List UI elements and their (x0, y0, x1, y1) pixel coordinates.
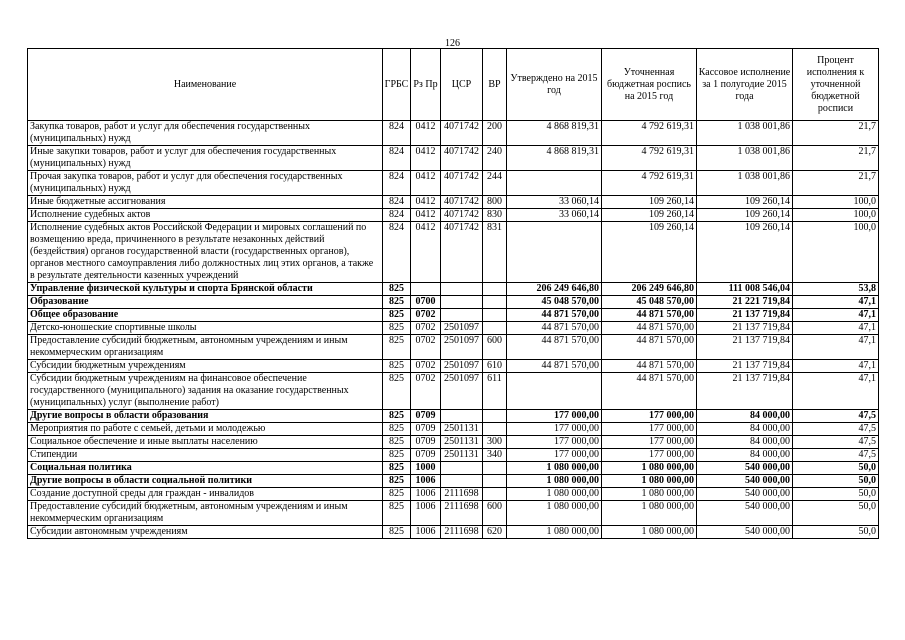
cell-name: Субсидии автономным учреждениям (28, 526, 383, 539)
cell-vr: 244 (483, 171, 507, 196)
cell-approved: 1 080 000,00 (507, 501, 602, 526)
table-row (28, 423, 879, 436)
table-row (28, 171, 879, 196)
table-body (28, 121, 879, 539)
table-row (28, 335, 879, 360)
cell-name: Субсидии бюджетным учреждениям на финансовое обеспечение государственного (муниципального) задания на оказание государственных (муниципальных) услуг (выполнение работ) (28, 373, 383, 410)
cell-approved: 177 000,00 (507, 449, 602, 462)
cell-csr: 4071742 (441, 171, 483, 196)
cell-percent: 21,7 (793, 146, 879, 171)
cell-rzpr: 0412 (411, 146, 441, 171)
cell-refined: 1 080 000,00 (602, 475, 697, 488)
table-row (28, 410, 879, 423)
cell-vr (483, 309, 507, 322)
header-rzpr: Рз Пр (411, 49, 441, 121)
cell-refined: 44 871 570,00 (602, 360, 697, 373)
cell-rzpr: 0709 (411, 436, 441, 449)
cell-vr: 240 (483, 146, 507, 171)
cell-vr: 600 (483, 501, 507, 526)
cell-percent: 50,0 (793, 488, 879, 501)
table-row (28, 462, 879, 475)
page-number: 126 (445, 38, 460, 49)
cell-approved (507, 373, 602, 410)
cell-rzpr: 0709 (411, 423, 441, 436)
cell-vr: 610 (483, 360, 507, 373)
cell-grbs: 824 (383, 171, 411, 196)
cell-grbs: 825 (383, 475, 411, 488)
cell-approved: 206 249 646,80 (507, 283, 602, 296)
cell-approved: 177 000,00 (507, 423, 602, 436)
cell-grbs: 825 (383, 309, 411, 322)
cell-grbs: 825 (383, 436, 411, 449)
cell-percent: 100,0 (793, 196, 879, 209)
cell-approved (507, 222, 602, 283)
cell-grbs: 825 (383, 423, 411, 436)
cell-refined: 177 000,00 (602, 449, 697, 462)
cell-cash: 21 137 719,84 (697, 360, 793, 373)
cell-csr: 2501131 (441, 423, 483, 436)
cell-percent: 53,8 (793, 283, 879, 296)
cell-grbs: 825 (383, 322, 411, 335)
cell-grbs: 824 (383, 146, 411, 171)
cell-vr (483, 462, 507, 475)
cell-csr: 4071742 (441, 209, 483, 222)
cell-cash: 21 137 719,84 (697, 373, 793, 410)
cell-percent: 50,0 (793, 526, 879, 539)
cell-csr (441, 410, 483, 423)
cell-percent: 47,5 (793, 410, 879, 423)
cell-name: Общее образование (28, 309, 383, 322)
cell-vr (483, 475, 507, 488)
header-vr: ВР (483, 49, 507, 121)
cell-name: Другие вопросы в области социальной политики (28, 475, 383, 488)
cell-cash: 21 137 719,84 (697, 335, 793, 360)
cell-cash: 109 260,14 (697, 209, 793, 222)
cell-approved: 1 080 000,00 (507, 526, 602, 539)
cell-approved: 45 048 570,00 (507, 296, 602, 309)
cell-vr: 600 (483, 335, 507, 360)
cell-grbs: 825 (383, 449, 411, 462)
cell-cash: 540 000,00 (697, 526, 793, 539)
cell-refined: 4 792 619,31 (602, 121, 697, 146)
header-percent: Процент исполнения к уточненной бюджетной росписи (793, 49, 879, 121)
cell-percent: 47,5 (793, 423, 879, 436)
cell-percent: 47,5 (793, 436, 879, 449)
cell-rzpr: 0412 (411, 171, 441, 196)
cell-rzpr (411, 283, 441, 296)
cell-grbs: 825 (383, 462, 411, 475)
cell-csr (441, 462, 483, 475)
table-row (28, 526, 879, 539)
table-row (28, 146, 879, 171)
cell-cash: 84 000,00 (697, 436, 793, 449)
cell-approved: 4 868 819,31 (507, 146, 602, 171)
table-row (28, 488, 879, 501)
cell-refined: 44 871 570,00 (602, 322, 697, 335)
cell-refined: 4 792 619,31 (602, 146, 697, 171)
cell-rzpr: 0702 (411, 335, 441, 360)
cell-csr: 4071742 (441, 121, 483, 146)
cell-name: Стипендии (28, 449, 383, 462)
cell-refined: 4 792 619,31 (602, 171, 697, 196)
cell-percent: 47,1 (793, 373, 879, 410)
cell-rzpr: 0702 (411, 360, 441, 373)
cell-name: Социальная политика (28, 462, 383, 475)
cell-refined: 45 048 570,00 (602, 296, 697, 309)
cell-vr (483, 296, 507, 309)
cell-name: Создание доступной среды для граждан - инвалидов (28, 488, 383, 501)
cell-name: Иные бюджетные ассигнования (28, 196, 383, 209)
cell-approved: 33 060,14 (507, 209, 602, 222)
cell-grbs: 825 (383, 283, 411, 296)
cell-cash: 540 000,00 (697, 475, 793, 488)
cell-approved: 44 871 570,00 (507, 335, 602, 360)
cell-refined: 44 871 570,00 (602, 335, 697, 360)
cell-grbs: 825 (383, 410, 411, 423)
cell-percent: 50,0 (793, 462, 879, 475)
cell-grbs: 825 (383, 526, 411, 539)
cell-grbs: 825 (383, 373, 411, 410)
cell-cash: 1 038 001,86 (697, 146, 793, 171)
cell-name: Мероприятия по работе с семьей, детьми и молодежью (28, 423, 383, 436)
cell-vr: 340 (483, 449, 507, 462)
table-row (28, 501, 879, 526)
cell-name: Закупка товаров, работ и услуг для обеспечения государственных (муниципальных) нужд (28, 121, 383, 146)
cell-cash: 111 008 546,04 (697, 283, 793, 296)
cell-rzpr: 0709 (411, 410, 441, 423)
cell-percent: 47,1 (793, 322, 879, 335)
cell-percent: 47,1 (793, 296, 879, 309)
table-row (28, 475, 879, 488)
cell-refined: 1 080 000,00 (602, 501, 697, 526)
header-csr: ЦСР (441, 49, 483, 121)
header-row (28, 49, 879, 121)
table-row (28, 121, 879, 146)
cell-csr: 2501097 (441, 322, 483, 335)
cell-cash: 540 000,00 (697, 501, 793, 526)
cell-grbs: 825 (383, 296, 411, 309)
cell-vr (483, 283, 507, 296)
cell-csr: 2111698 (441, 488, 483, 501)
cell-percent: 100,0 (793, 209, 879, 222)
cell-rzpr: 0702 (411, 309, 441, 322)
cell-rzpr: 0702 (411, 322, 441, 335)
cell-approved: 1 080 000,00 (507, 475, 602, 488)
cell-refined: 177 000,00 (602, 436, 697, 449)
cell-rzpr: 0700 (411, 296, 441, 309)
cell-name: Другие вопросы в области образования (28, 410, 383, 423)
cell-csr: 2501097 (441, 373, 483, 410)
cell-name: Исполнение судебных актов (28, 209, 383, 222)
cell-approved: 44 871 570,00 (507, 309, 602, 322)
cell-vr: 611 (483, 373, 507, 410)
cell-grbs: 825 (383, 360, 411, 373)
cell-vr: 831 (483, 222, 507, 283)
cell-approved: 1 080 000,00 (507, 488, 602, 501)
header-cash: Кассовое исполнение за 1 полугодие 2015 года (697, 49, 793, 121)
cell-vr (483, 488, 507, 501)
cell-csr: 2501097 (441, 335, 483, 360)
cell-vr (483, 423, 507, 436)
cell-name: Иные закупки товаров, работ и услуг для обеспечения государственных (муниципальных) нужд (28, 146, 383, 171)
cell-csr: 2111698 (441, 501, 483, 526)
cell-name: Социальное обеспечение и иные выплаты населению (28, 436, 383, 449)
cell-csr: 2501131 (441, 436, 483, 449)
cell-vr: 830 (483, 209, 507, 222)
cell-refined: 44 871 570,00 (602, 373, 697, 410)
cell-cash: 84 000,00 (697, 410, 793, 423)
cell-rzpr: 1006 (411, 526, 441, 539)
cell-vr (483, 410, 507, 423)
table-row (28, 436, 879, 449)
cell-name: Предоставление субсидий бюджетным, автономным учреждениям и иным некоммерческим организациям (28, 501, 383, 526)
cell-refined: 1 080 000,00 (602, 526, 697, 539)
cell-rzpr: 0709 (411, 449, 441, 462)
cell-refined: 1 080 000,00 (602, 488, 697, 501)
cell-cash: 540 000,00 (697, 462, 793, 475)
cell-vr (483, 322, 507, 335)
cell-approved: 44 871 570,00 (507, 360, 602, 373)
cell-percent: 47,1 (793, 309, 879, 322)
cell-grbs: 824 (383, 121, 411, 146)
cell-vr: 800 (483, 196, 507, 209)
cell-refined: 1 080 000,00 (602, 462, 697, 475)
cell-percent: 21,7 (793, 121, 879, 146)
table-row (28, 360, 879, 373)
cell-percent: 47,1 (793, 335, 879, 360)
cell-percent: 50,0 (793, 475, 879, 488)
cell-csr: 2111698 (441, 526, 483, 539)
cell-grbs: 824 (383, 209, 411, 222)
table-row (28, 196, 879, 209)
cell-percent: 50,0 (793, 501, 879, 526)
cell-csr: 4071742 (441, 222, 483, 283)
cell-refined: 44 871 570,00 (602, 309, 697, 322)
cell-percent: 100,0 (793, 222, 879, 283)
budget-table (27, 48, 879, 539)
cell-approved (507, 171, 602, 196)
cell-grbs: 824 (383, 222, 411, 283)
cell-rzpr: 0412 (411, 209, 441, 222)
cell-approved: 4 868 819,31 (507, 121, 602, 146)
cell-cash: 109 260,14 (697, 196, 793, 209)
cell-csr: 2501097 (441, 360, 483, 373)
cell-approved: 44 871 570,00 (507, 322, 602, 335)
table-row (28, 322, 879, 335)
cell-rzpr: 0412 (411, 222, 441, 283)
cell-percent: 47,1 (793, 360, 879, 373)
cell-approved: 1 080 000,00 (507, 462, 602, 475)
cell-cash: 540 000,00 (697, 488, 793, 501)
cell-percent: 47,5 (793, 449, 879, 462)
cell-approved: 177 000,00 (507, 436, 602, 449)
cell-grbs: 824 (383, 196, 411, 209)
cell-refined: 109 260,14 (602, 222, 697, 283)
table-row (28, 309, 879, 322)
cell-refined: 109 260,14 (602, 196, 697, 209)
cell-vr: 620 (483, 526, 507, 539)
header-refined: Уточненная бюджетная роспись на 2015 год (602, 49, 697, 121)
header-name: Наименование (28, 49, 383, 121)
cell-rzpr: 0412 (411, 121, 441, 146)
cell-rzpr: 1006 (411, 501, 441, 526)
cell-cash: 109 260,14 (697, 222, 793, 283)
header-approved: Утверждено на 2015 год (507, 49, 602, 121)
table-row (28, 296, 879, 309)
cell-cash: 21 221 719,84 (697, 296, 793, 309)
cell-vr: 300 (483, 436, 507, 449)
cell-csr (441, 309, 483, 322)
table-row (28, 209, 879, 222)
cell-csr (441, 475, 483, 488)
cell-percent: 21,7 (793, 171, 879, 196)
cell-grbs: 825 (383, 488, 411, 501)
cell-name: Субсидии бюджетным учреждениям (28, 360, 383, 373)
cell-csr (441, 283, 483, 296)
cell-cash: 1 038 001,86 (697, 121, 793, 146)
table-row (28, 283, 879, 296)
cell-cash: 21 137 719,84 (697, 322, 793, 335)
table-row (28, 222, 879, 283)
cell-refined: 177 000,00 (602, 423, 697, 436)
table-row (28, 373, 879, 410)
cell-refined: 177 000,00 (602, 410, 697, 423)
cell-refined: 109 260,14 (602, 209, 697, 222)
cell-cash: 84 000,00 (697, 449, 793, 462)
cell-csr: 4071742 (441, 196, 483, 209)
cell-name: Детско-юношеские спортивные школы (28, 322, 383, 335)
cell-rzpr: 0702 (411, 373, 441, 410)
cell-csr: 4071742 (441, 146, 483, 171)
cell-name: Исполнение судебных актов Российской Федерации и мировых соглашений по возмещению вреда, причиненного в результате незаконных действий (бездействия) органов государственной власти (государственных органов), органов местного самоуправления либо должностных лиц этих органов, а также в результате деятельности казенных учреждений (28, 222, 383, 283)
header-grbs: ГРБС (383, 49, 411, 121)
cell-approved: 33 060,14 (507, 196, 602, 209)
cell-rzpr: 1000 (411, 462, 441, 475)
cell-csr: 2501131 (441, 449, 483, 462)
cell-rzpr: 1006 (411, 488, 441, 501)
cell-csr (441, 296, 483, 309)
cell-cash: 1 038 001,86 (697, 171, 793, 196)
cell-approved: 177 000,00 (507, 410, 602, 423)
cell-name: Прочая закупка товаров, работ и услуг для обеспечения государственных (муниципальных) нужд (28, 171, 383, 196)
cell-name: Предоставление субсидий бюджетным, автономным учреждениям и иным некоммерческим организациям (28, 335, 383, 360)
cell-name: Управление физической культуры и спорта Брянской области (28, 283, 383, 296)
cell-vr: 200 (483, 121, 507, 146)
table-row (28, 449, 879, 462)
cell-cash: 21 137 719,84 (697, 309, 793, 322)
cell-name: Образование (28, 296, 383, 309)
cell-rzpr: 0412 (411, 196, 441, 209)
cell-grbs: 825 (383, 335, 411, 360)
cell-rzpr: 1006 (411, 475, 441, 488)
cell-refined: 206 249 646,80 (602, 283, 697, 296)
cell-cash: 84 000,00 (697, 423, 793, 436)
cell-grbs: 825 (383, 501, 411, 526)
